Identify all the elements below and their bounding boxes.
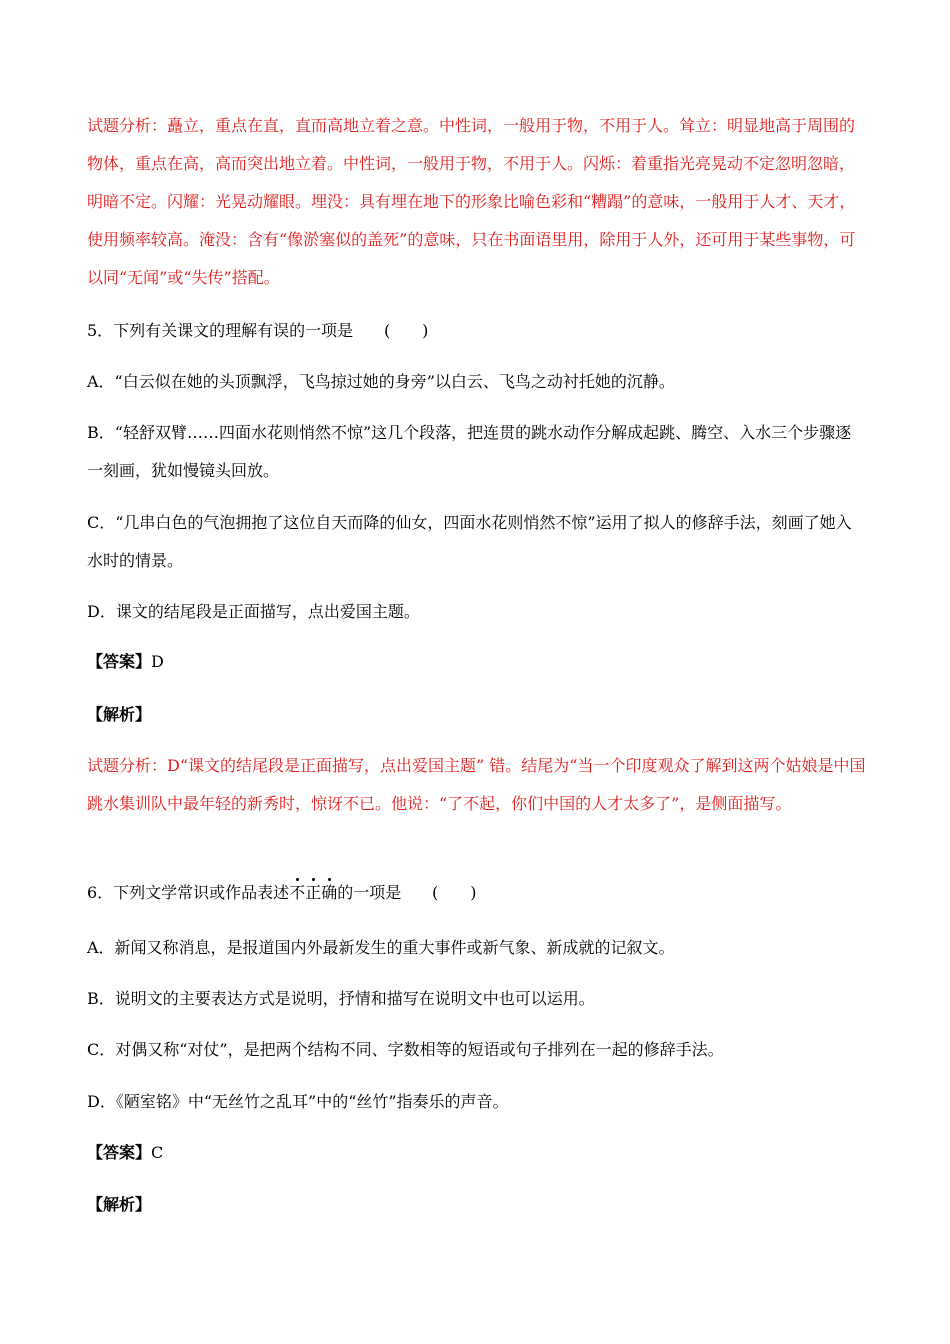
q5-option-d: D．课文的结尾段是正面描写，点出爱国主题。 <box>87 602 420 621</box>
q6-emphasis-2: 正 <box>305 874 321 912</box>
q6-stem-post: 的一项是 <box>337 883 402 902</box>
q6-option-d: D．《陋室铭》中“无丝竹之乱耳”中的“丝竹”指奏乐的声音。 <box>87 1092 509 1111</box>
q6-answer <box>87 1134 867 1172</box>
q5-option-c: C．“几串白色的气泡拥抱了这位自天而降的仙女，四面水花则悄然不惊”运用了拟人的修辞手法，刻画了她入水时的情景。 <box>87 513 852 570</box>
q5-answer <box>87 643 867 681</box>
q6-answer-label: 【答案】 <box>87 1143 152 1162</box>
q6-option-a: A．新闻又称消息，是报道国内外最新发生的重大事件或新气象、新成就的记叙文。 <box>87 938 675 957</box>
q6-option-b: B．说明文的主要表达方式是说明，抒情和描写在说明文中也可以运用。 <box>87 989 595 1008</box>
q6-stem <box>87 874 867 912</box>
q6-analysis-label: 【解析】 <box>87 1195 152 1214</box>
q5-paren: ( ) <box>383 321 429 340</box>
q6-emphasis-3: 确 <box>321 874 337 912</box>
q5-answer-label: 【答案】 <box>87 652 152 671</box>
q6-answer-value: C <box>151 1143 164 1162</box>
q6-emphasis-1: 不 <box>289 874 305 912</box>
q5-option-a: A．“白云似在她的头顶飘浮，飞鸟掠过她的身旁”以白云、飞鸟之动衬托她的沉静。 <box>87 372 675 391</box>
q5-answer-value: D <box>151 652 164 671</box>
q5-stem <box>87 312 867 350</box>
q5-analysis: 试题分析：D“课文的结尾段是正面描写，点出爱国主题” 错。结尾为“当一个印度观众了解到这两个姑娘是中国跳水集训队中最年轻的新秀时，惊讶不已。他说：“了不起，你们中国的人才太多了”，是侧面描写。 <box>87 756 866 813</box>
q5-stem-text: 5．下列有关课文的理解有误的一项是 <box>87 321 354 340</box>
q6-option-c: C．对偶又称“对仗”，是把两个结构不同、字数相等的短语或句子排列在一起的修辞手法。 <box>87 1040 724 1059</box>
q6-stem-pre: 6．下列文学常识或作品表述 <box>87 883 290 902</box>
q6-paren: ( ) <box>432 883 477 902</box>
q5-option-b: B．“轻舒双臂……四面水花则悄然不惊”这几个段落，把连贯的跳水动作分解成起跳、腾空、入水三个步骤逐一刻画，犹如慢镜头回放。 <box>87 423 852 480</box>
analysis-q4: 试题分析：矗立，重点在直，直而高地立着之意。中性词，一般用于物，不用于人。耸立：明显地高于周围的物体，重点在高，高而突出地立着。中性词，一般用于物，不用于人。闪烁：着重指光亮晃动不定忽明忽暗，明暗不定。闪耀：光晃动耀眼。埋没：具有埋在地下的形象比喻色彩和“糟蹋”的意味，一般用于人才、天才，使用频率较高。淹没：含有“像淤塞似的盖死”的意味，只在书面语里用，除用于人外，还可用于某些事物，可以同“无闻”或“失传”搭配。 <box>87 116 856 287</box>
q5-analysis-label: 【解析】 <box>87 705 152 724</box>
